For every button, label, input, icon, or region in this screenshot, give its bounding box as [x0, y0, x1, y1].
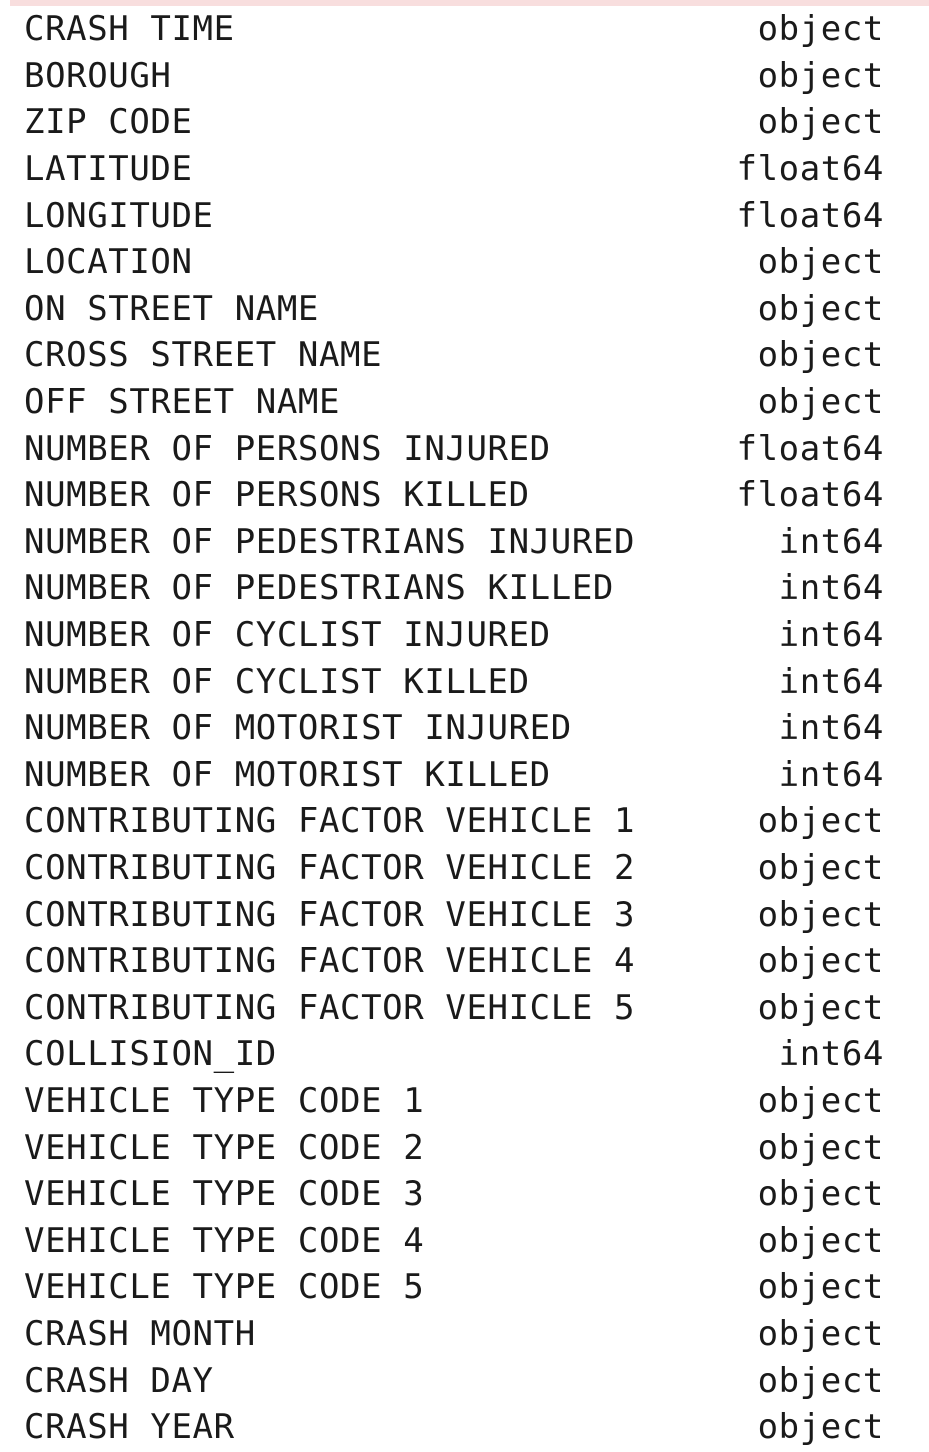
column-name: CONTRIBUTING FACTOR VEHICLE 4	[24, 941, 636, 982]
dtype-row	[24, 332, 884, 379]
column-dtype: object	[757, 1360, 884, 1401]
dtype-row	[24, 146, 884, 193]
column-dtype: object	[757, 382, 884, 423]
column-dtype: object	[757, 1407, 884, 1448]
dtype-row	[24, 286, 884, 333]
column-dtype: object	[757, 1220, 884, 1261]
column-name: LONGITUDE	[24, 195, 214, 236]
column-dtype: float64	[736, 428, 884, 469]
column-name: VEHICLE TYPE CODE 3	[24, 1174, 425, 1215]
dtype-row	[24, 1078, 884, 1125]
column-name: OFF STREET NAME	[24, 382, 341, 423]
column-name: NUMBER OF PERSONS KILLED	[24, 475, 530, 516]
dtype-row	[24, 938, 884, 985]
dtype-row	[24, 1217, 884, 1264]
column-name: NUMBER OF MOTORIST INJURED	[24, 708, 572, 749]
dtype-row	[24, 192, 884, 239]
column-name: NUMBER OF CYCLIST KILLED	[24, 661, 530, 702]
dtype-row	[24, 53, 884, 100]
column-name: NUMBER OF PERSONS INJURED	[24, 428, 551, 469]
column-name: NUMBER OF PEDESTRIANS KILLED	[24, 568, 614, 609]
dtype-row	[24, 1311, 884, 1358]
dtype-row	[24, 6, 884, 53]
column-name: CRASH DAY	[24, 1360, 214, 1401]
column-name: NUMBER OF CYCLIST INJURED	[24, 615, 551, 656]
column-name: ZIP CODE	[24, 102, 193, 143]
column-name: CONTRIBUTING FACTOR VEHICLE 2	[24, 847, 636, 888]
dtype-row	[24, 1171, 884, 1218]
dtype-row	[24, 565, 884, 612]
column-name: LOCATION	[24, 242, 193, 283]
dtype-row	[24, 239, 884, 286]
column-dtype: float64	[736, 195, 884, 236]
column-dtype: object	[757, 847, 884, 888]
dtype-row	[24, 99, 884, 146]
dtype-row	[24, 472, 884, 519]
column-name: CONTRIBUTING FACTOR VEHICLE 5	[24, 987, 636, 1028]
column-dtype: int64	[778, 754, 884, 795]
column-dtype: int64	[778, 661, 884, 702]
column-dtype: object	[757, 335, 884, 376]
column-dtype: object	[757, 242, 884, 283]
dtype-row	[24, 519, 884, 566]
dtype-row	[24, 891, 884, 938]
dtypes-output	[24, 6, 884, 1450]
column-dtype: int64	[778, 521, 884, 562]
column-dtype: object	[757, 288, 884, 329]
column-name: CRASH YEAR	[24, 1407, 235, 1448]
column-dtype: float64	[736, 149, 884, 190]
dtype-row	[24, 1404, 884, 1451]
column-name: ON STREET NAME	[24, 288, 319, 329]
column-dtype: object	[757, 102, 884, 143]
column-dtype: object	[757, 941, 884, 982]
column-name: BOROUGH	[24, 55, 172, 96]
column-dtype: object	[757, 1127, 884, 1168]
column-dtype: float64	[736, 475, 884, 516]
dtype-row	[24, 845, 884, 892]
column-name: CONTRIBUTING FACTOR VEHICLE 1	[24, 801, 636, 842]
dtype-row	[24, 798, 884, 845]
column-dtype: object	[757, 987, 884, 1028]
column-name: VEHICLE TYPE CODE 5	[24, 1267, 425, 1308]
dtype-row	[24, 425, 884, 472]
column-dtype: object	[757, 1267, 884, 1308]
column-dtype: object	[757, 894, 884, 935]
column-dtype: int64	[778, 568, 884, 609]
dtype-row	[24, 1357, 884, 1404]
dtype-row	[24, 658, 884, 705]
dtype-row	[24, 752, 884, 799]
column-name: CRASH MONTH	[24, 1313, 256, 1354]
column-name: LATITUDE	[24, 149, 193, 190]
column-dtype: int64	[778, 708, 884, 749]
column-name: VEHICLE TYPE CODE 2	[24, 1127, 425, 1168]
column-name: NUMBER OF PEDESTRIANS INJURED	[24, 521, 636, 562]
dtype-row	[24, 612, 884, 659]
dtype-row	[24, 1031, 884, 1078]
column-name: CROSS STREET NAME	[24, 335, 383, 376]
column-dtype: object	[757, 1080, 884, 1121]
column-name: NUMBER OF MOTORIST KILLED	[24, 754, 551, 795]
column-name: CONTRIBUTING FACTOR VEHICLE 3	[24, 894, 636, 935]
column-name: COLLISION_ID	[24, 1034, 277, 1075]
dtype-row	[24, 1124, 884, 1171]
column-dtype: object	[757, 1174, 884, 1215]
column-name: VEHICLE TYPE CODE 4	[24, 1220, 425, 1261]
column-dtype: int64	[778, 615, 884, 656]
column-dtype: object	[757, 1313, 884, 1354]
column-dtype: object	[757, 9, 884, 50]
dtype-row	[24, 984, 884, 1031]
column-name: CRASH TIME	[24, 9, 235, 50]
dtype-row	[24, 705, 884, 752]
column-dtype: object	[757, 801, 884, 842]
column-dtype: int64	[778, 1034, 884, 1075]
dtype-row	[24, 1264, 884, 1311]
column-name: VEHICLE TYPE CODE 1	[24, 1080, 425, 1121]
dtype-row	[24, 379, 884, 426]
column-dtype: object	[757, 55, 884, 96]
